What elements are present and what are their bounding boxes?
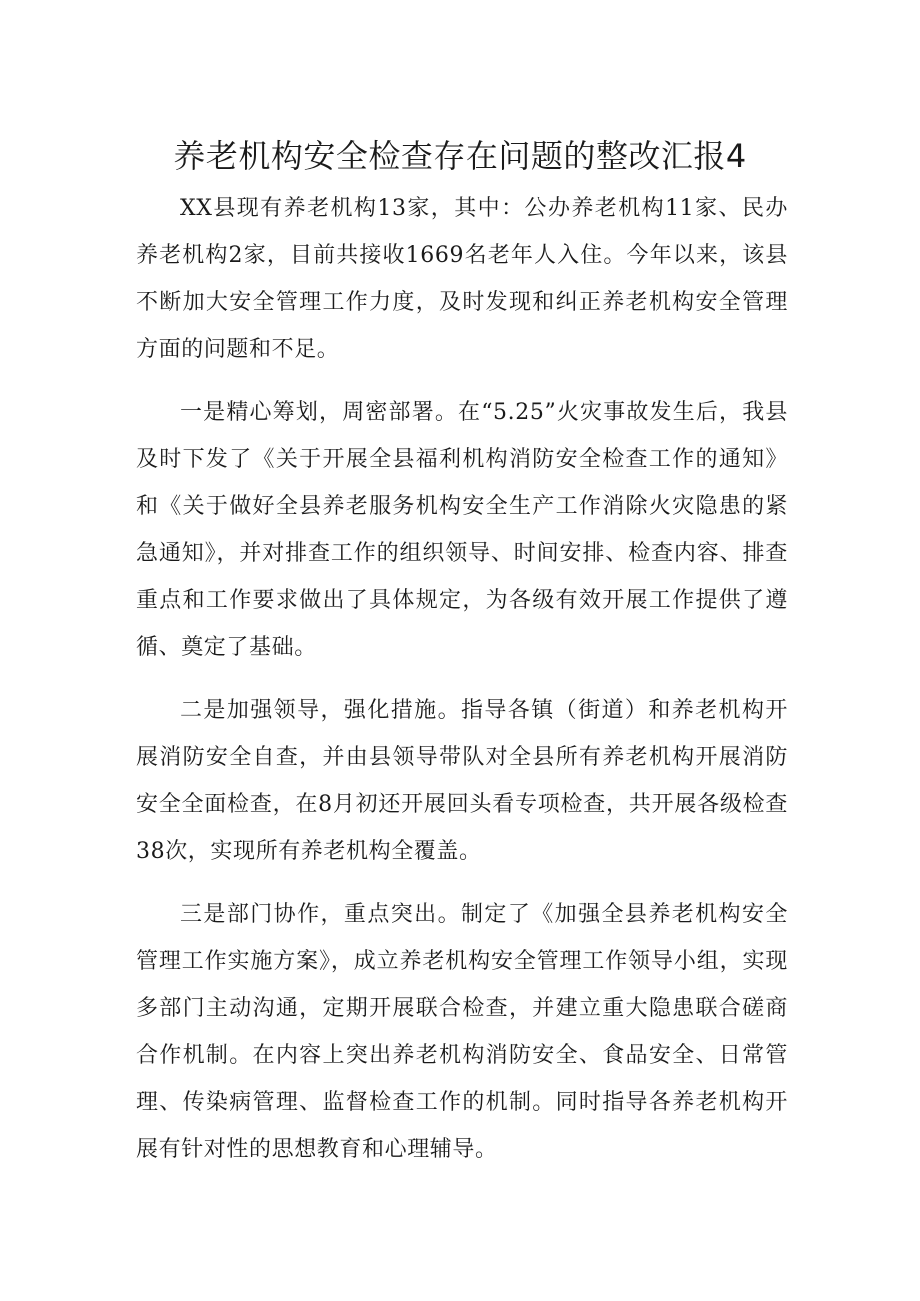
paragraph-leadership: 二是加强领导，强化措施。指导各镇（街道）和养老机构开展消防安全自查，并由县领导带队对全县所有养老机构开展消防安全全面检查，在8月初还开展回头看专项检查，共开展各级检查38次，实现所有养老机构全覆盖。	[136, 698, 788, 864]
document-body	[136, 185, 788, 1189]
document-title: 养老机构安全检查存在问题的整改汇报4	[173, 137, 747, 175]
paragraph-intro: XX县现有养老机构13家，其中：公办养老机构11家、民办养老机构2家，目前共接收1669名老年人入住。今年以来，该县不断加大安全管理工作力度，及时发现和纠正养老机构安全管理方面的问题和不足。	[136, 196, 788, 362]
paragraph-cooperation: 三是部门协作，重点突出。制定了《加强全县养老机构安全管理工作实施方案》，成立养老机构安全管理工作领导小组，实现多部门主动沟通，定期开展联合检查，并建立重大隐患联合磋商合作机制。在内容上突出养老机构消防安全、食品安全、日常管理、传染病管理、监督检查工作的机制。同时指导各养老机构开展有针对性的思想教育和心理辅导。	[136, 902, 788, 1162]
paragraph-planning: 一是精心筹划，周密部署。在“5.25”火灾事故发生后，我县及时下发了《关于开展全县福利机构消防安全检查工作的通知》和《关于做好全县养老服务机构安全生产工作消除火灾隐患的紧急通知》，并对排查工作的组织领导、时间安排、检查内容、排查重点和工作要求做出了具体规定，为各级有效开展工作提供了遵循、奠定了基础。	[136, 400, 788, 660]
